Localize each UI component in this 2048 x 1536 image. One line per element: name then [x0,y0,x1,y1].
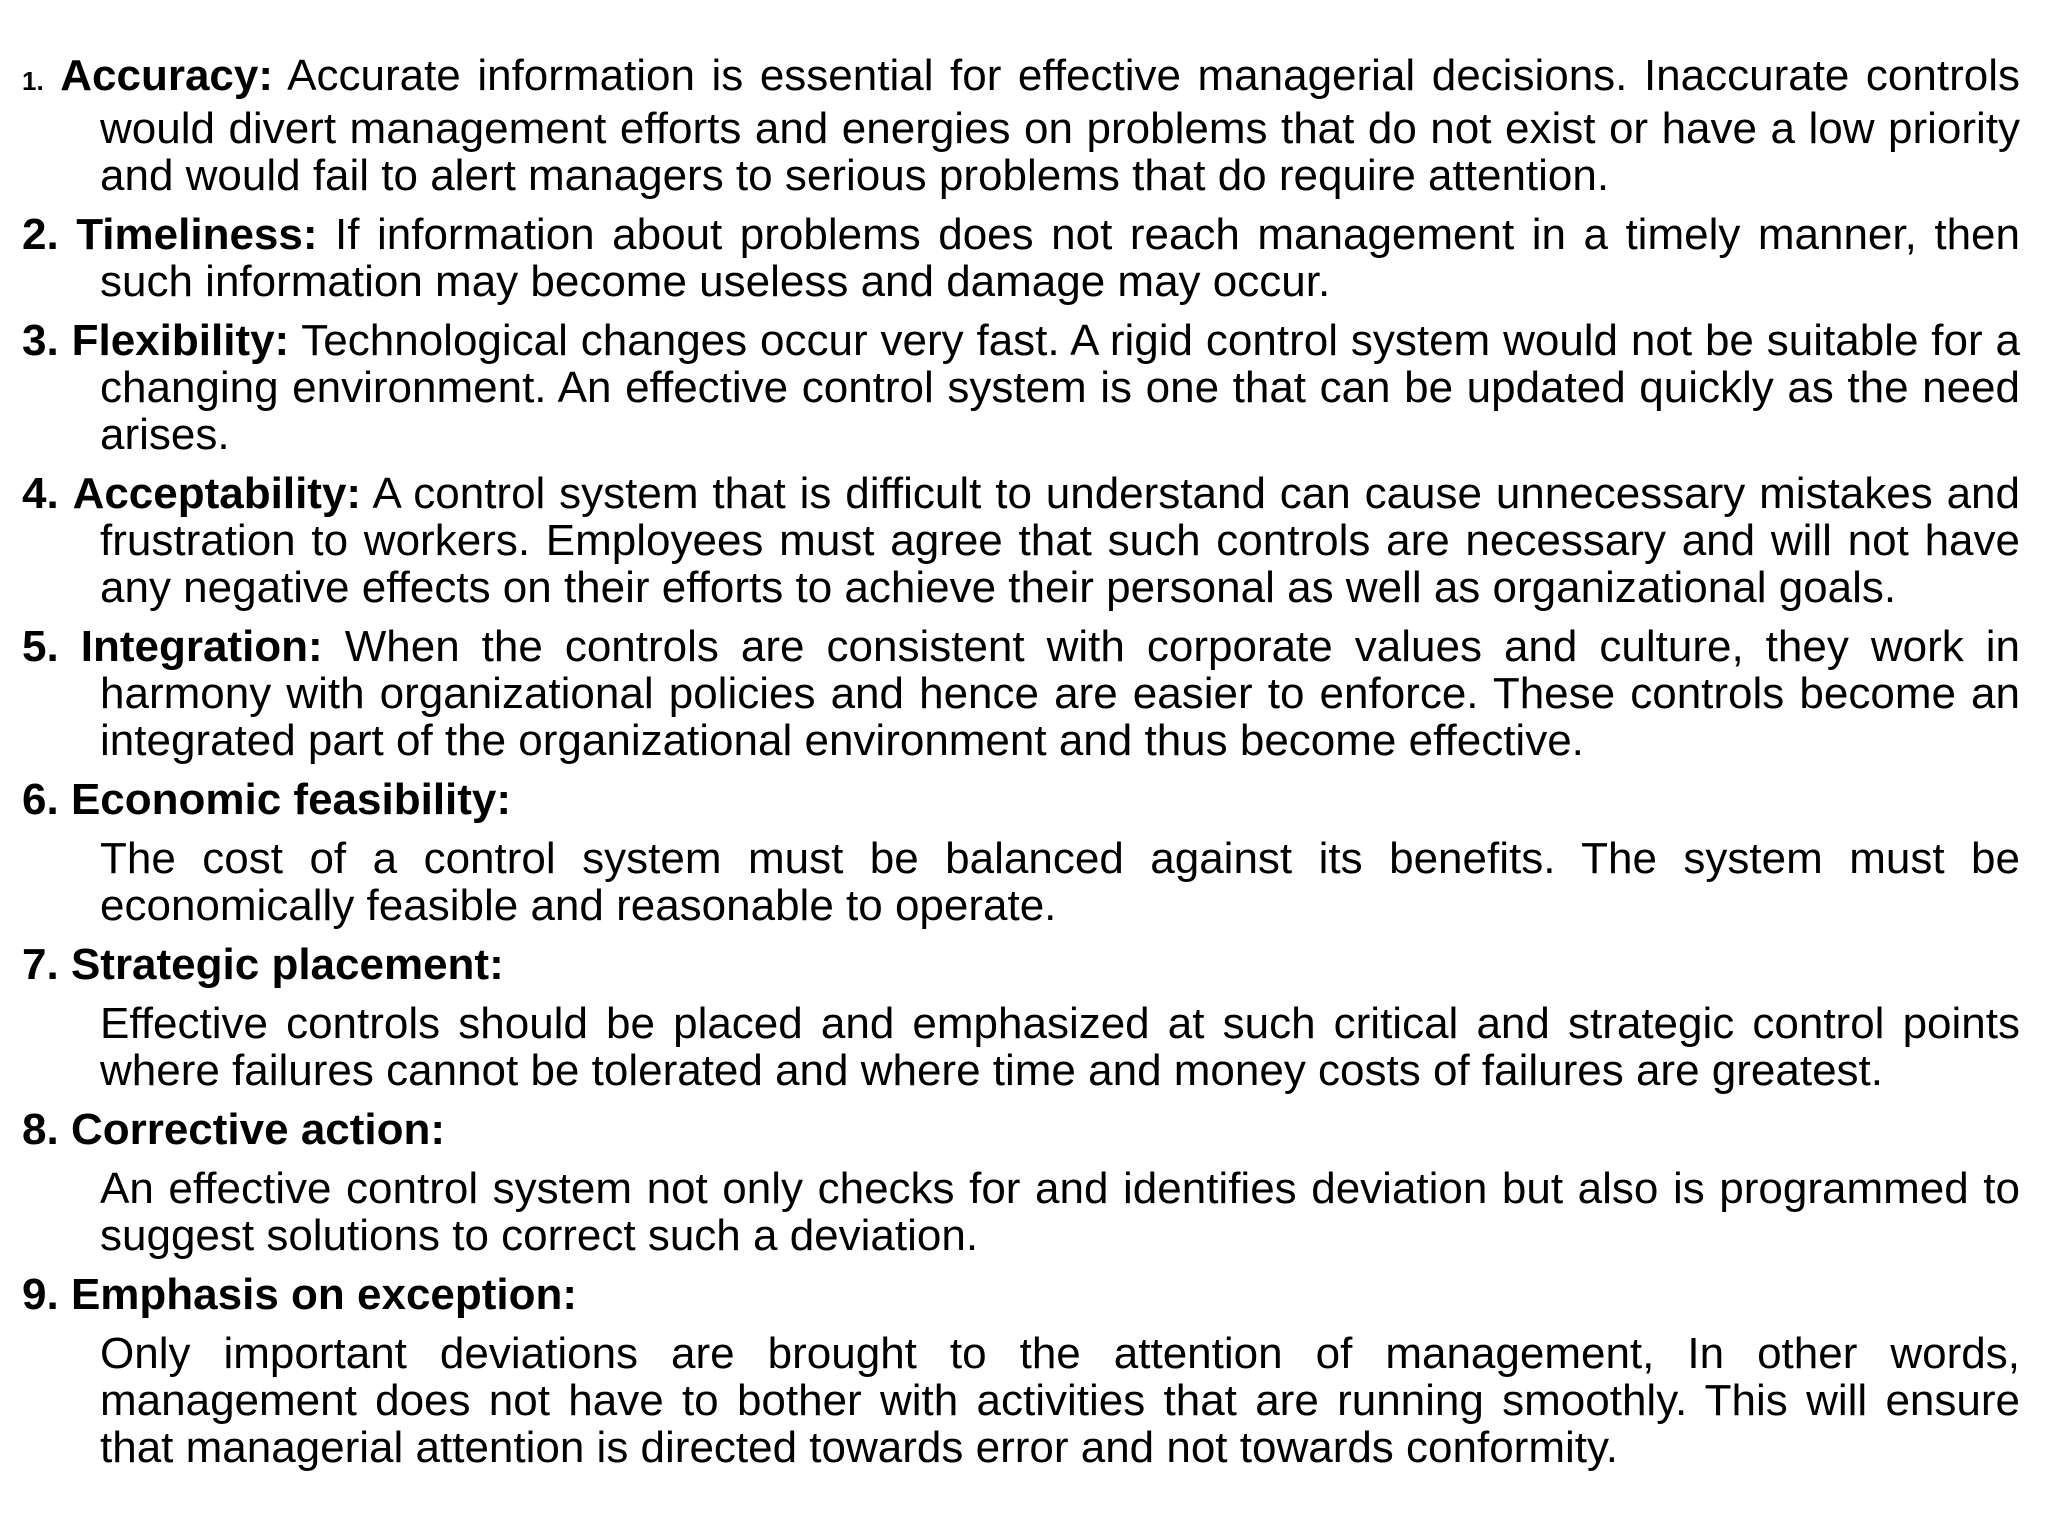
item-heading: Strategic placement: [70,940,504,989]
item-number: 9. [22,1270,59,1319]
list-item-economic-feasibility [22,776,2020,929]
item-text: Only important deviations are brought to the attention of management, In other words, management does not have to bother with activities that are running smoothly. This will ensure that managerial attention is directed towards error and not towards conformity. [100,1329,2020,1472]
item-number: 5. [22,622,59,671]
list-item-acceptability [22,470,2020,611]
item-text: Accurate information is essential for effective managerial decisions. Inaccurate controls would divert management efforts and energies on problems that do not exist or have a low priority and would fail to alert managers to serious problems that do require attention. [100,51,2021,200]
item-number: 7. [22,940,59,989]
list-item-corrective-action [22,1106,2020,1259]
item-text: If information about problems does not reach management in a timely manner, then such information may become useless and damage may occur. [100,210,2020,306]
slide-content [22,52,2020,1483]
item-text: When the controls are consistent with corporate values and culture, they work in harmony with organizational policies and hence are easier to enforce. These controls become an integrated part of the organizational environment and thus become effective. [100,622,2020,765]
item-heading: Integration: [80,622,323,671]
item-number: 1. [22,66,44,96]
item-number: 4. [22,469,59,518]
item-heading: Emphasis on exception: [70,1270,578,1319]
list-item-flexibility [22,317,2020,458]
item-number: 8. [22,1105,59,1154]
list-item-integration [22,623,2020,764]
item-heading: Accuracy: [60,51,274,100]
item-heading: Flexibility: [71,316,290,365]
item-text: An effective control system not only checks for and identifies deviation but also is programmed to suggest solutions to correct such a deviation. [100,1164,2020,1260]
item-heading: Acceptability: [72,469,362,518]
item-heading: Timeliness: [76,210,318,259]
item-number: 3. [22,316,59,365]
item-heading: Corrective action: [70,1105,446,1154]
list-item-timeliness [22,211,2020,305]
list-item-emphasis-on-exception [22,1271,2020,1471]
item-text: Effective controls should be placed and emphasized at such critical and strategic control points where failures cannot be tolerated and where time and money costs of failures are greatest. [100,999,2020,1095]
item-heading: Economic feasibility: [70,775,512,824]
item-text: The cost of a control system must be balanced against its benefits. The system must be economically feasible and reasonable to operate. [100,834,2020,930]
item-text: A control system that is difficult to understand can cause unnecessary mistakes and frustration to workers. Employees must agree that such controls are necessary and will not have any negative effects on their efforts to achieve their personal as well as organizational goals. [100,469,2021,612]
list-item-accuracy [22,52,2020,199]
item-number: 2. [22,210,59,259]
item-number: 6. [22,775,59,824]
item-text: Technological changes occur very fast. A rigid control system would not be suitable for a changing environment. An effective control system is one that can be updated quickly as the need arises. [100,316,2021,459]
list-item-strategic-placement [22,941,2020,1094]
